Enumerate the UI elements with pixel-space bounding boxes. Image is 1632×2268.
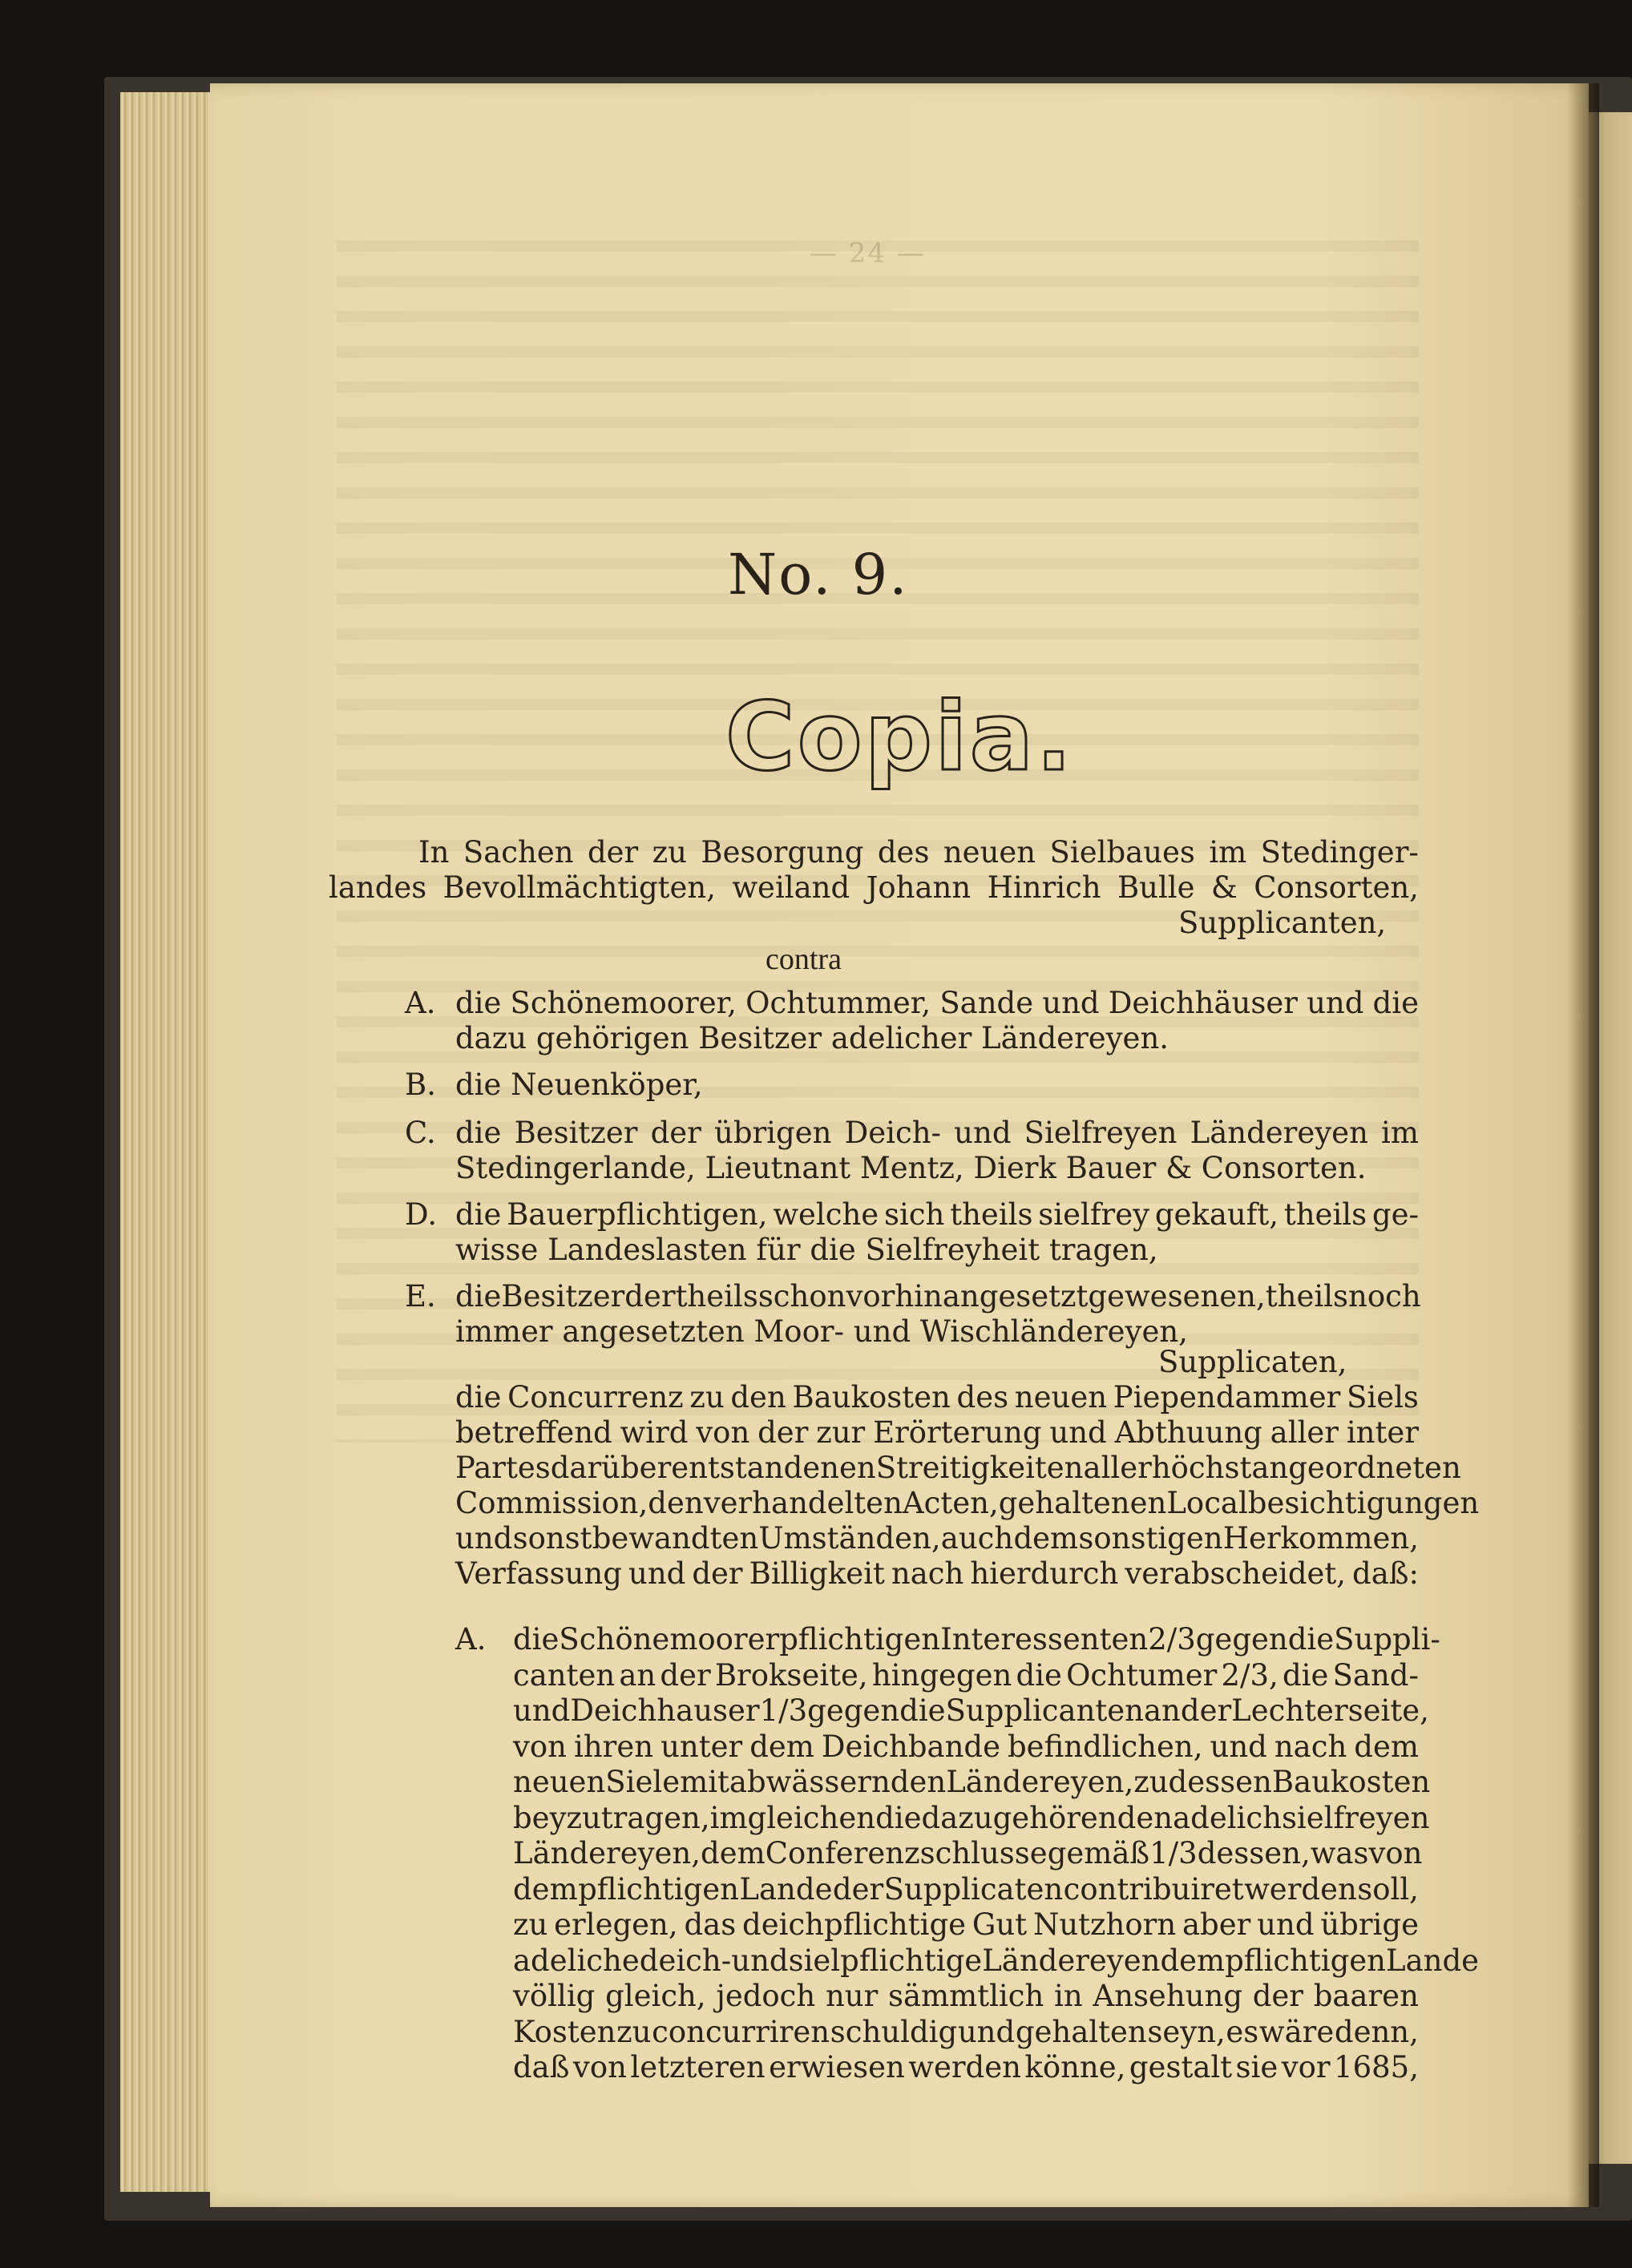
word: Besorgung [701,835,864,870]
word: Consorten, [1254,870,1419,905]
text-line: die Schönemoorer pflichtigen Interessenten 2/3 gegen die Suppli- [513,1622,1440,1657]
text-line: die Besitzer der theils schon vorhin angesetzt gewesenen, theils noch [455,1279,1421,1314]
supplicanten-label: Supplicanten, [1178,906,1387,940]
page-edges [120,92,216,2192]
list-letter: A. [455,1622,487,1657]
text-line: Verfassung und der Billigkeit nach hierdurch verabscheidet, daß: [455,1556,1419,1591]
text-line: daß von letzteren erwiesen werden könne, gestalt sie vor 1685, [513,2050,1419,2084]
text-line: dem pflichtigen Lande der Supplicaten contribuiret werden soll, [513,1871,1419,1907]
intro-line [329,870,1419,906]
word: weiland [732,870,850,905]
word: Stedinger- [1260,835,1419,870]
word: zu [652,835,687,870]
text-line: dazu gehörigen Besitzer adelicher Ländereyen. [455,1021,1169,1055]
text-line: wisse Landeslasten für die Sielfreyheit tragen, [455,1233,1158,1267]
text-line: adeliche deich- und sielpflichtige Ländereyen dem pflichtigen Lande [513,1943,1480,1978]
word: Sachen [463,835,574,870]
text-line: die Concurrenz zu den Baukosten des neuen Piependammer Siels [455,1380,1419,1414]
text-line: Ländereyen, dem Conferenzschlusse gemäß 1/3 dessen, was von [513,1836,1423,1870]
text-line: und Deichhauser 1/3 gegen die Supplicanten an der Lechterseite, [513,1693,1429,1728]
list-letter: C. [405,1116,436,1150]
document-number: No. 9. [728,542,909,607]
list-letter: B. [405,1067,436,1102]
word: der [587,835,639,870]
text-line: die Besitzer der übrigen Deich- und Sielfreyen Ländereyen im [455,1116,1419,1150]
word: Johann [866,870,972,905]
text-line: die Bauerpflichtigen, welche sich theils sielfrey gekauft, theils ge- [455,1197,1419,1232]
text-line: und sonst bewandten Umständen, auch dem sonstigen Herkommen, [455,1521,1419,1556]
word: In [418,835,450,870]
page-gutter-shadow [1567,83,1599,2207]
text-line: canten an der Brokseite, hingegen die Ochtumer 2/3, die Sand- [513,1657,1419,1693]
list-letter: D. [405,1197,438,1232]
list-letter: E. [405,1279,436,1314]
word: im [1209,835,1247,870]
supplicaten-label: Supplicaten, [1158,1345,1347,1379]
text-line: neuen Siele mit abwässernden Ländereyen, zu dessen Baukosten [513,1765,1431,1799]
document-title: Copia. [725,681,1075,792]
word: des [877,835,930,870]
text-line: betreffend wird von der zur Erörterung und Abthuung aller inter [455,1415,1419,1450]
word: Hinrich [987,870,1101,905]
text-line: von ihren unter dem Deichbande befindlichen, und nach dem [513,1729,1419,1764]
word: Bevollmächtigten, [442,870,717,905]
word: Sielbaues [1049,835,1195,870]
contra-label: contra [766,942,842,976]
text-line: immer angesetzten Moor- und Wischländereyen, [455,1314,1188,1349]
bleed-through-page-number: — 24 — [810,237,926,269]
word: Bulle [1117,870,1195,905]
text-line: Kosten zu concurriren schuldig und gehalten seyn, es wäre denn, [513,2014,1419,2049]
intro-line [418,835,1419,870]
text-line: Partes darüber entstandenen Streitigkeiten allerhöchst angeordneten [455,1451,1461,1485]
word: landes [329,870,427,905]
text-line: die Schönemoorer, Ochtummer, Sande und Deichhäuser und die [455,986,1419,1020]
word: neuen [943,835,1036,870]
text-line: völlig gleich, jedoch nur sämmtlich in Ansehung der baaren [513,1979,1419,2013]
word: & [1210,870,1238,905]
text-line: Commission, den verhandelten Acten, gehaltenen Localbesichtigungen [455,1486,1480,1520]
text-line: beyzutragen, imgleichen die dazu gehörenden adelich sielfreyen [513,1800,1430,1835]
text-line: Stedingerlande, Lieutnant Mentz, Dierk Bauer & Consorten. [455,1151,1367,1185]
text-line: die Neuenköper, [455,1067,703,1102]
text-line: zu erlegen, das deichpflichtige Gut Nutzhorn aber und übrige [513,1907,1419,1942]
list-letter: A. [405,986,436,1020]
